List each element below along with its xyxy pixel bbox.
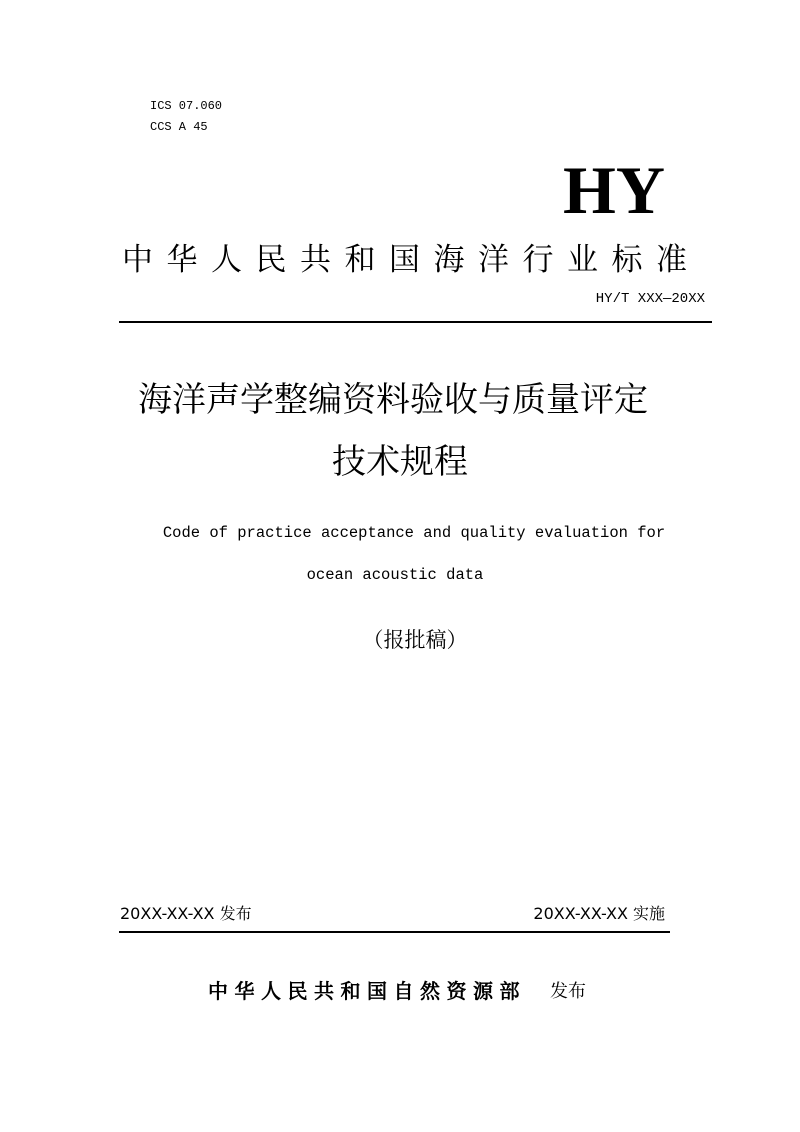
standard-number: HY/T XXX—20XX: [595, 291, 705, 307]
publisher: 中华人民共和国自然资源部: [208, 979, 526, 1003]
ccs-code: CCS A 45: [150, 120, 208, 134]
hy-logo: HY: [563, 152, 665, 228]
implementation-date: 20XX-XX-XX 实施: [533, 904, 665, 923]
header-divider: [119, 321, 712, 323]
title-en-line2: ocean acoustic data: [306, 566, 484, 584]
ics-code: ICS 07.060: [150, 99, 223, 113]
draft-status: （报批稿）: [362, 628, 468, 652]
title-zh-line1: 海洋声学整编资料验收与质量评定: [138, 380, 648, 420]
publish-label: 发布: [550, 981, 586, 1002]
footer-divider: [119, 931, 670, 933]
title-zh-line2: 技术规程: [332, 442, 468, 482]
standard-category: 中华人民共和国海洋行业标准: [122, 242, 701, 278]
title-en-line1: Code of practice acceptance and quality evaluation for: [162, 524, 666, 542]
issue-date: 20XX-XX-XX 发布: [120, 904, 252, 923]
